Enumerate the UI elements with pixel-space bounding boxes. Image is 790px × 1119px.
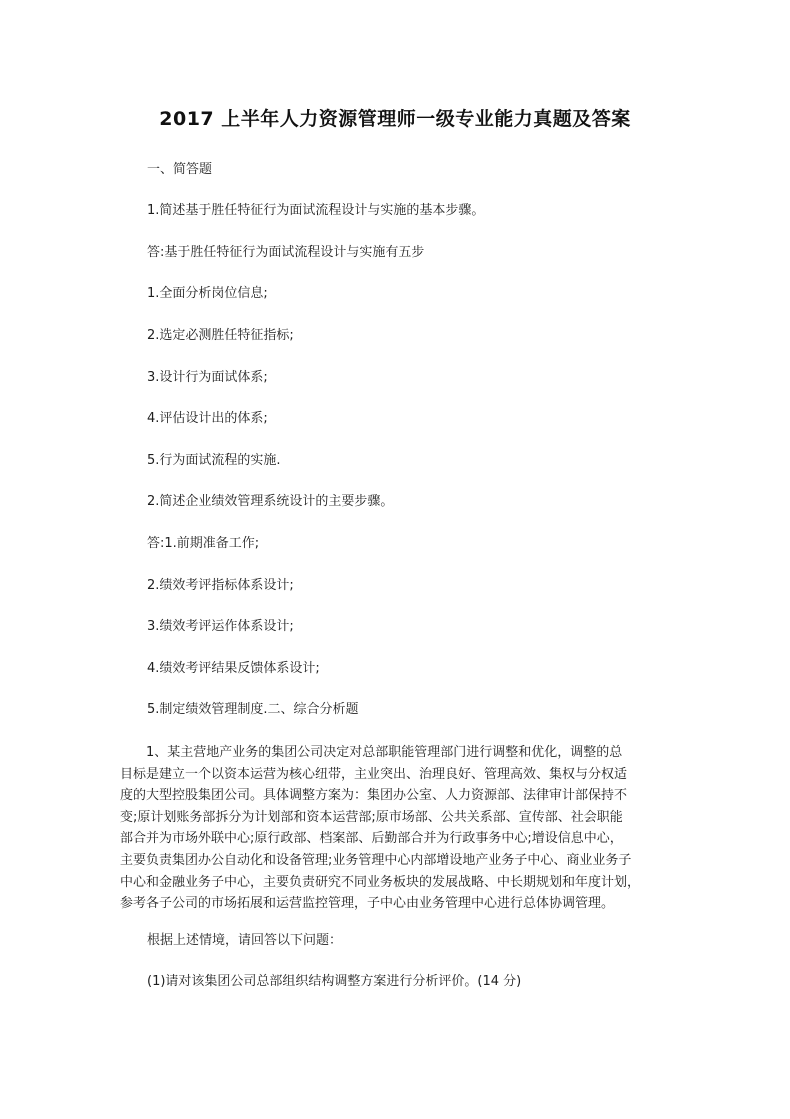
answer-2-step: 5.制定绩效管理制度.二、综合分析题: [147, 702, 359, 717]
case-line: 1、某主营地产业务的集团公司决定对总部职能管理部门进行调整和优化，调整的总: [120, 745, 623, 760]
answer-1-step: 2.选定必测胜任特征指标;: [147, 328, 294, 343]
case-line: 目标是建立一个以资本运营为核心纽带，主业突出、治理良好、管理高效、集权与分权适: [120, 766, 628, 782]
page-title: 2017 上半年人力资源管理师一级专业能力真题及答案: [159, 108, 631, 130]
case-line: 度的大型控股集团公司。具体调整方案为：集团办公室、人力资源部、法律审计部保持不: [120, 788, 628, 804]
answer-2-step: 2.绩效考评指标体系设计;: [147, 578, 294, 593]
section-heading: 一、简答题: [147, 162, 213, 177]
answer-1-step: 5.行为面试流程的实施.: [147, 453, 281, 468]
case-line: 参考各子公司的市场拓展和运营监控管理，子中心由业务管理中心进行总体协调管理。: [120, 896, 615, 912]
case-line: 变;原计划账务部拆分为计划部和资本运营部;原市场部、公共关系部、宣传部、社会职能: [120, 809, 623, 825]
answer-1-intro: 答:基于胜任特征行为面试流程设计与实施有五步: [147, 245, 425, 260]
case-line: 部合并为市场外联中心;原行政部、档案部、后勤部合并为行政事务中心;增设信息中心，: [120, 831, 623, 847]
answer-1-step: 4.评估设计出的体系;: [147, 411, 268, 426]
case-line: 中心和金融业务子中心，主要负责研究不同业务板块的发展战略、中长期规划和年度计划，: [120, 874, 641, 890]
answer-1-step: 1.全面分析岗位信息;: [147, 286, 268, 301]
answer-1-step: 3.设计行为面试体系;: [147, 370, 268, 385]
question-1: 1.简述基于胜任特征行为面试流程设计与实施的基本步骤。: [147, 203, 485, 218]
answer-2-intro: 答:1.前期准备工作;: [147, 536, 260, 551]
answer-2-step: 3.绩效考评运作体系设计;: [147, 619, 294, 634]
question-2: 2.简述企业绩效管理系统设计的主要步骤。: [147, 494, 394, 509]
answer-2-step: 4.绩效考评结果反馈体系设计;: [147, 661, 320, 676]
case-prompt: 根据上述情境，请回答以下问题：: [147, 933, 343, 948]
case-paragraph: [120, 742, 676, 915]
case-question-1: (1)请对该集团公司总部组织结构调整方案进行分析评价。(14 分): [147, 974, 522, 989]
case-line: 主要负责集团办公自动化和设备管理;业务管理中心内部增设地产业务子中心、商业业务子: [120, 852, 632, 868]
